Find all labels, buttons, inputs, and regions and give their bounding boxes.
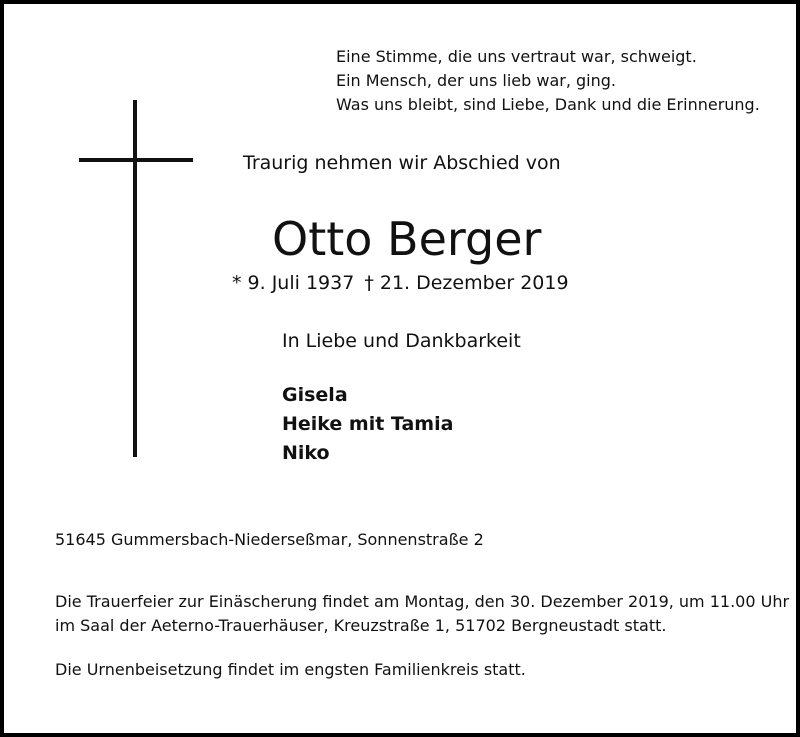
service-notice-line: Die Trauerfeier zur Einäscherung findet am Montag, den 30. Dezember 2019, um 11.00 Uhr: [55, 592, 790, 611]
cross-icon-horizontal: [79, 158, 193, 162]
service-notice: [55, 590, 789, 638]
mourners-list: [282, 381, 453, 468]
poem: [336, 45, 760, 117]
service-notice-line: im Saal der Aeterno-Trauerhäuser, Kreuzstraße 1, 51702 Bergneustadt statt.: [55, 616, 667, 635]
urn-notice: Die Urnenbeisetzung findet im engsten Familienkreis statt.: [55, 660, 526, 679]
poem-line: Eine Stimme, die uns vertraut war, schweigt.: [336, 47, 697, 66]
mourner-name: Niko: [282, 442, 330, 464]
poem-line: Ein Mensch, der uns lieb war, ging.: [336, 71, 616, 90]
cross-icon-vertical: [133, 100, 137, 457]
mourner-name: Heike mit Tamia: [282, 413, 454, 435]
mourner-name: Gisela: [282, 384, 348, 406]
closing-text: In Liebe und Dankbarkeit: [282, 330, 521, 352]
birth-date: * 9. Juli 1937: [232, 272, 355, 294]
death-date: † 21. Dezember 2019: [364, 272, 569, 294]
family-address: 51645 Gummersbach-Niederseßmar, Sonnenstraße 2: [55, 530, 484, 549]
deceased-name: Otto Berger: [272, 212, 542, 266]
life-dates: [232, 272, 569, 294]
intro-text: Traurig nehmen wir Abschied von: [243, 152, 561, 174]
poem-line: Was uns bleibt, sind Liebe, Dank und die Erinnerung.: [336, 95, 760, 114]
